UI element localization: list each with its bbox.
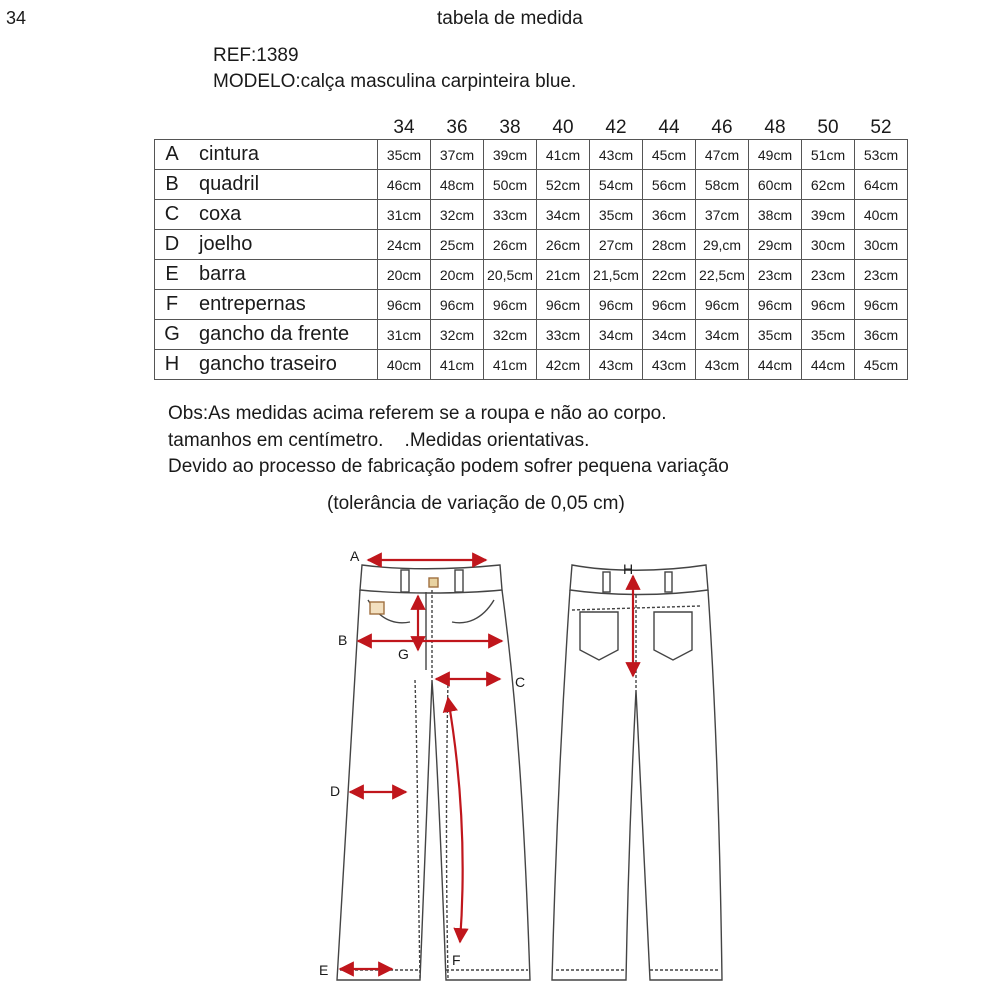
measurement-cell: 34cm bbox=[696, 320, 749, 350]
size-header: 48 bbox=[764, 117, 786, 138]
arrow-f bbox=[448, 698, 463, 942]
front-pants-illustration bbox=[337, 565, 530, 980]
measurement-cell: 96cm bbox=[431, 290, 484, 320]
measurement-cell: 20cm bbox=[431, 260, 484, 290]
measurement-cell: 43cm bbox=[590, 350, 643, 380]
measurement-cell: 29,cm bbox=[696, 230, 749, 260]
measurement-cell: 43cm bbox=[696, 350, 749, 380]
size-header: 42 bbox=[605, 117, 627, 138]
measurement-cell: 21cm bbox=[537, 260, 590, 290]
measurement-cell: 48cm bbox=[431, 170, 484, 200]
measurement-cell: 53cm bbox=[855, 140, 908, 170]
measurement-cell: 96cm bbox=[855, 290, 908, 320]
size-header: 50 bbox=[817, 117, 839, 138]
note-line: Devido ao processo de fabricação podem sofrer pequena variação bbox=[168, 456, 729, 477]
size-header: 40 bbox=[552, 117, 574, 138]
measurement-cell: 96cm bbox=[378, 290, 431, 320]
measurement-cell: 23cm bbox=[802, 260, 855, 290]
measurement-arrows bbox=[340, 560, 633, 969]
measurement-cell: 23cm bbox=[855, 260, 908, 290]
measurement-cell: 44cm bbox=[802, 350, 855, 380]
size-header: 52 bbox=[870, 117, 892, 138]
measurement-row bbox=[155, 230, 908, 260]
measurement-cell: 51cm bbox=[802, 140, 855, 170]
row-letter: A bbox=[155, 140, 190, 170]
page-number: 34 bbox=[6, 8, 27, 28]
measurement-cell: 50cm bbox=[484, 170, 537, 200]
measurement-cell: 25cm bbox=[431, 230, 484, 260]
row-letter: B bbox=[155, 170, 190, 200]
measurement-cell: 42cm bbox=[537, 350, 590, 380]
measurement-cell: 37cm bbox=[696, 200, 749, 230]
label-d: D bbox=[330, 783, 341, 799]
measurement-cell: 41cm bbox=[484, 350, 537, 380]
measurement-cell: 28cm bbox=[643, 230, 696, 260]
measurement-row bbox=[155, 140, 908, 170]
measurement-cell: 39cm bbox=[484, 140, 537, 170]
measurement-cell: 36cm bbox=[855, 320, 908, 350]
measurement-cell: 31cm bbox=[378, 200, 431, 230]
measurement-cell: 44cm bbox=[749, 350, 802, 380]
measurement-cell: 30cm bbox=[802, 230, 855, 260]
size-header: 34 bbox=[393, 117, 415, 138]
row-letter: E bbox=[155, 260, 190, 290]
label-f: F bbox=[452, 952, 461, 968]
measurement-cell: 45cm bbox=[643, 140, 696, 170]
measurement-cell: 30cm bbox=[855, 230, 908, 260]
measurement-cell: 38cm bbox=[749, 200, 802, 230]
row-label: quadril bbox=[189, 170, 378, 200]
measurement-cell: 46cm bbox=[378, 170, 431, 200]
measurement-cell: 35cm bbox=[749, 320, 802, 350]
measurement-cell: 35cm bbox=[378, 140, 431, 170]
model-description: MODELO:calça masculina carpinteira blue. bbox=[213, 71, 577, 92]
measurement-cell: 58cm bbox=[696, 170, 749, 200]
measurement-cell: 31cm bbox=[378, 320, 431, 350]
page-title: tabela de medida bbox=[437, 8, 583, 29]
measurement-cell: 35cm bbox=[802, 320, 855, 350]
measurement-row bbox=[155, 200, 908, 230]
label-b: B bbox=[338, 632, 348, 648]
measurement-cell: 56cm bbox=[643, 170, 696, 200]
tolerance-note: (tolerância de variação de 0,05 cm) bbox=[327, 493, 625, 514]
size-header: 38 bbox=[499, 117, 521, 138]
label-h: H bbox=[623, 561, 634, 577]
measurement-cell: 62cm bbox=[802, 170, 855, 200]
measurement-cell: 96cm bbox=[696, 290, 749, 320]
row-label: coxa bbox=[189, 200, 378, 230]
measurement-cell: 20,5cm bbox=[484, 260, 537, 290]
measurement-cell: 34cm bbox=[590, 320, 643, 350]
measurement-cell: 43cm bbox=[590, 140, 643, 170]
note-line: Obs:As medidas acima referem se a roupa e não ao corpo. bbox=[168, 403, 667, 424]
row-letter: F bbox=[155, 290, 190, 320]
back-pants-illustration bbox=[552, 565, 722, 980]
measurement-cell: 29cm bbox=[749, 230, 802, 260]
size-table bbox=[154, 113, 908, 380]
measurement-cell: 96cm bbox=[643, 290, 696, 320]
measurement-cell: 35cm bbox=[590, 200, 643, 230]
measurement-cell: 40cm bbox=[378, 350, 431, 380]
measurement-cell: 23cm bbox=[749, 260, 802, 290]
measurement-cell: 54cm bbox=[590, 170, 643, 200]
measurement-cell: 49cm bbox=[749, 140, 802, 170]
row-label: barra bbox=[189, 260, 378, 290]
measurement-cell: 32cm bbox=[431, 200, 484, 230]
measurement-cell: 96cm bbox=[749, 290, 802, 320]
measurement-cell: 21,5cm bbox=[590, 260, 643, 290]
size-header: 36 bbox=[446, 117, 468, 138]
measurement-cell: 26cm bbox=[484, 230, 537, 260]
measurement-cell: 32cm bbox=[431, 320, 484, 350]
row-letter: H bbox=[155, 350, 190, 380]
measurement-cell: 96cm bbox=[537, 290, 590, 320]
measurement-cell: 37cm bbox=[431, 140, 484, 170]
measurement-cell: 24cm bbox=[378, 230, 431, 260]
row-label: gancho traseiro bbox=[189, 350, 378, 380]
measurement-cell: 22cm bbox=[643, 260, 696, 290]
measurement-cell: 22,5cm bbox=[696, 260, 749, 290]
measurement-cell: 60cm bbox=[749, 170, 802, 200]
note-line: tamanhos em centímetro. .Medidas orientativas. bbox=[168, 430, 590, 451]
measurement-row bbox=[155, 170, 908, 200]
measurement-cell: 96cm bbox=[484, 290, 537, 320]
pants-measurement-diagram bbox=[0, 530, 1000, 1000]
reference-code: REF:1389 bbox=[213, 45, 299, 66]
measurement-row bbox=[155, 260, 908, 290]
measurement-cell: 34cm bbox=[537, 200, 590, 230]
measurement-cell: 43cm bbox=[643, 350, 696, 380]
measurement-cell: 96cm bbox=[802, 290, 855, 320]
size-header: 46 bbox=[711, 117, 733, 138]
measurement-row bbox=[155, 320, 908, 350]
measurement-cell: 45cm bbox=[855, 350, 908, 380]
size-header-row bbox=[155, 113, 908, 140]
table-body bbox=[155, 140, 908, 380]
row-letter: D bbox=[155, 230, 190, 260]
measurement-cell: 36cm bbox=[643, 200, 696, 230]
measurement-cell: 20cm bbox=[378, 260, 431, 290]
measurement-cell: 52cm bbox=[537, 170, 590, 200]
measurement-cell: 33cm bbox=[484, 200, 537, 230]
measurement-cell: 47cm bbox=[696, 140, 749, 170]
row-letter: G bbox=[155, 320, 190, 350]
measurement-cell: 41cm bbox=[537, 140, 590, 170]
measurement-cell: 27cm bbox=[590, 230, 643, 260]
measurement-cell: 40cm bbox=[855, 200, 908, 230]
measurement-cell: 64cm bbox=[855, 170, 908, 200]
measurement-cell: 96cm bbox=[590, 290, 643, 320]
measurement-cell: 32cm bbox=[484, 320, 537, 350]
label-c: C bbox=[515, 674, 526, 690]
label-a: A bbox=[350, 548, 360, 564]
measurement-cell: 39cm bbox=[802, 200, 855, 230]
row-label: entrepernas bbox=[189, 290, 378, 320]
label-g: G bbox=[398, 646, 409, 662]
row-label: gancho da frente bbox=[189, 320, 378, 350]
measurement-row bbox=[155, 350, 908, 380]
measurement-cell: 26cm bbox=[537, 230, 590, 260]
measurement-row bbox=[155, 290, 908, 320]
measurement-cell: 41cm bbox=[431, 350, 484, 380]
measurement-cell: 34cm bbox=[643, 320, 696, 350]
size-header: 44 bbox=[658, 117, 680, 138]
row-letter: C bbox=[155, 200, 190, 230]
row-label: joelho bbox=[189, 230, 378, 260]
label-e: E bbox=[319, 962, 329, 978]
row-label: cintura bbox=[189, 140, 378, 170]
measurement-cell: 33cm bbox=[537, 320, 590, 350]
